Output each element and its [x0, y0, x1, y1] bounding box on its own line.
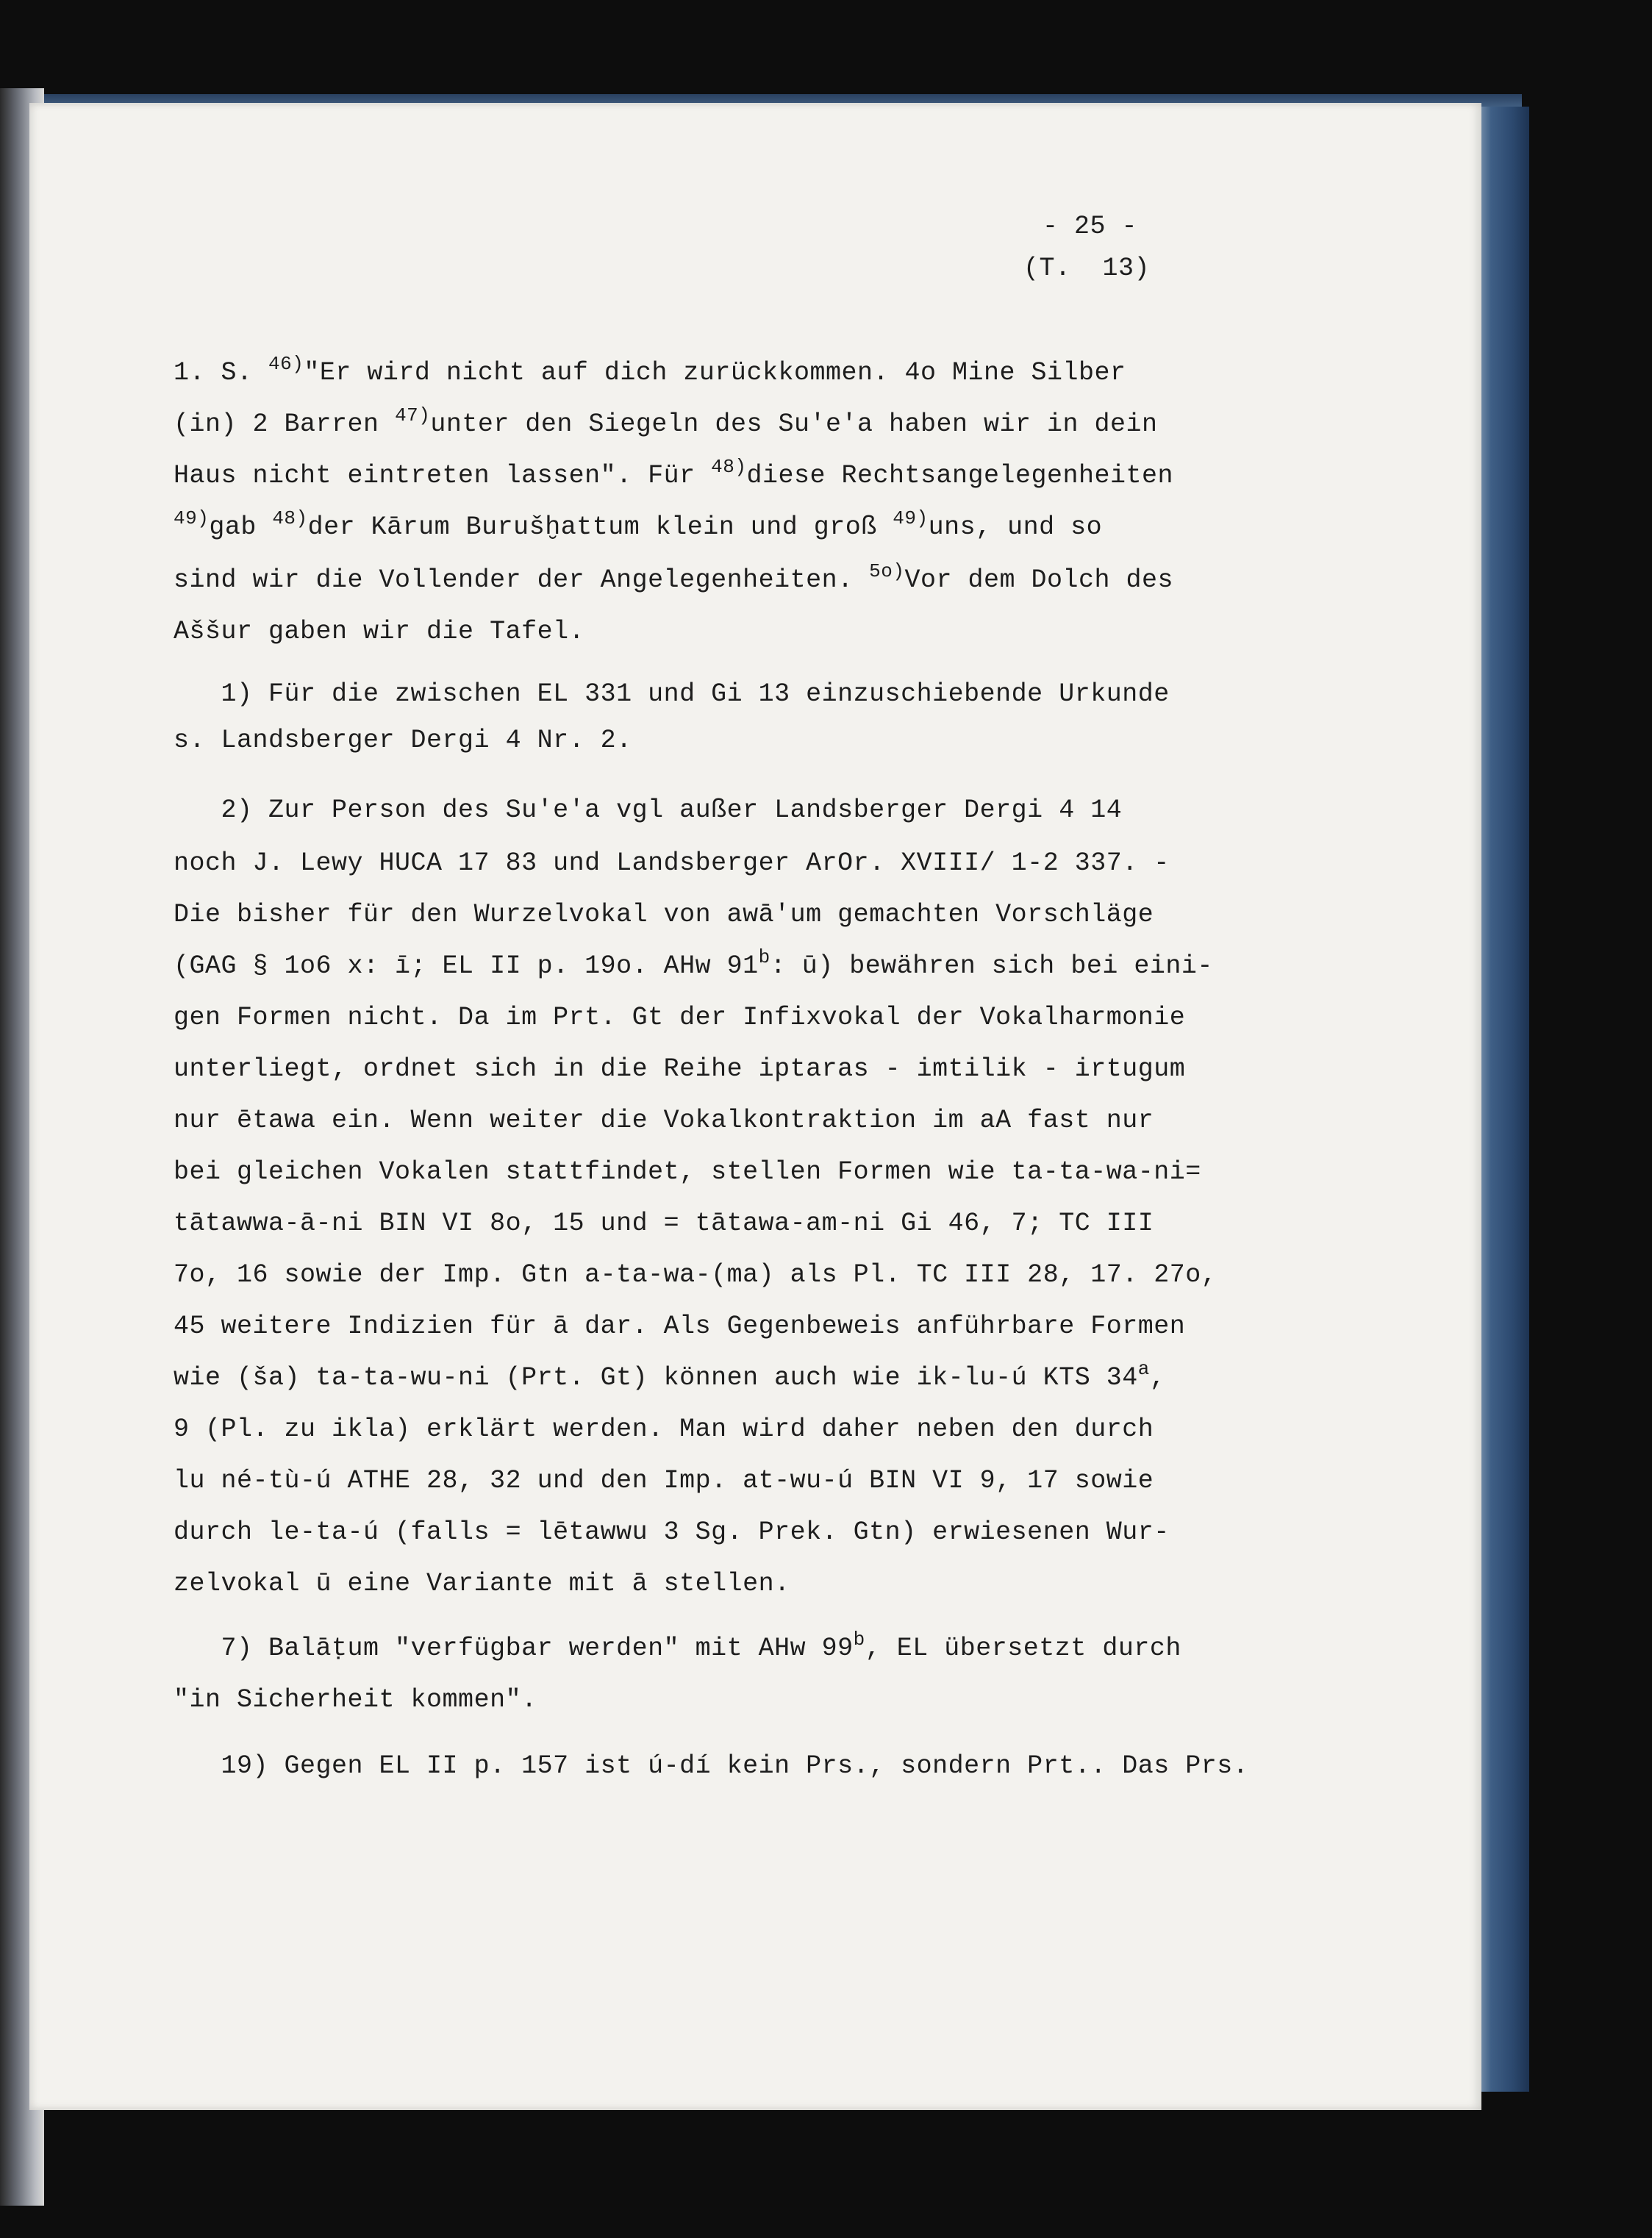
book-page — [29, 103, 1481, 2110]
note-line: bei gleichen Vokalen stattfindet, stellen Formen wie ta-ta-wa-ni= — [174, 1157, 1201, 1187]
translation-line: Haus nicht eintreten lassen". Für $^{48)}$diese Rechtsangelegenheiten — [174, 456, 1174, 490]
note-line: zelvokal ū eine Variante mit ā stellen. — [174, 1569, 790, 1598]
note-line: "in Sicherheit kommen". — [174, 1685, 537, 1715]
note-line: wie (ša) ta-ta-wu-ni (Prt. Gt) können auch wie ik-lu-ú KTS 34$^a$, — [174, 1358, 1166, 1393]
translation-line: Aššur gaben wir die Tafel. — [174, 617, 585, 646]
footnote-ref: 49) — [174, 507, 210, 529]
note-line: 45 weitere Indizien für ā dar. Als Gegenbeweis anführbare Formen — [174, 1312, 1186, 1341]
footnote-ref: 49) — [893, 507, 929, 529]
note-line: 9 (Pl. zu ikla) erklärt werden. Man wird daher neben den durch — [174, 1415, 1154, 1444]
note-line: durch le-ta-ú (falls = lētawwu 3 Sg. Prek. Gtn) erwiesenen Wur- — [174, 1517, 1170, 1547]
note-line: 7o, 16 sowie der Imp. Gtn a-ta-wa-(ma) als Pl. TC III 28, 17. 27o, — [174, 1260, 1217, 1290]
tablet-reference: (T. 13) — [1023, 254, 1151, 283]
translation-line: 1. S. $^{46)}$"Er wird nicht auf dich zurückkommen. 4o Mine Silber — [174, 353, 1126, 387]
note-line: 1) Für die zwischen EL 331 und Gi 13 einzuschiebende Urkunde — [174, 679, 1170, 709]
note-line: gen Formen nicht. Da im Prt. Gt der Infixvokal der Vokalharmonie — [174, 1003, 1186, 1032]
note-line: noch J. Lewy HUCA 17 83 und Landsberger ArOr. XVIII/ 1-2 337. - — [174, 848, 1170, 878]
footnote-ref: 48) — [711, 456, 747, 478]
note-line: nur ētawa ein. Wenn weiter die Vokalkontraktion im aA fast nur — [174, 1106, 1154, 1135]
footnote-ref: 48) — [272, 507, 308, 529]
translation-line: sind wir die Vollender der Angelegenheiten. $^{5o)}$Vor dem Dolch des — [174, 560, 1174, 595]
footnote-ref: 47) — [395, 404, 431, 426]
footnote-ref: 46) — [268, 353, 304, 375]
note-line: 7) Balāṭum "verfügbar werden" mit AHw 99$^b$, EL übersetzt durch — [174, 1629, 1181, 1663]
translation-line: $^{49)}$gab $^{48)}$der Kārum Burušḫattum klein und groß $^{49)}$uns, und so — [174, 507, 1103, 542]
note-line: s. Landsberger Dergi 4 Nr. 2. — [174, 726, 632, 755]
note-line: 2) Zur Person des Su'e'a vgl außer Landsberger Dergi 4 14 — [174, 796, 1123, 825]
note-line: unterliegt, ordnet sich in die Reihe iptaras - imtilik - irtugum — [174, 1054, 1186, 1084]
page-number: - 25 - — [1043, 212, 1138, 241]
translation-line: (in) 2 Barren $^{47)}$unter den Siegeln des Su'e'a haben wir in dein — [174, 404, 1158, 439]
note-line: lu né-tù-ú ATHE 28, 32 und den Imp. at-wu-ú BIN VI 9, 17 sowie — [174, 1466, 1154, 1495]
note-line: Die bisher für den Wurzelvokal von awā'um gemachten Vorschläge — [174, 900, 1154, 929]
note-line: (GAG § 1o6 x: ī; EL II p. 19o. AHw 91$^b$: ū) bewähren sich bei eini- — [174, 946, 1213, 981]
footnote-ref: 5o) — [869, 560, 905, 582]
note-line: tātawwa-ā-ni BIN VI 8o, 15 und = tātawa-am-ni Gi 46, 7; TC III — [174, 1209, 1154, 1238]
note-line: 19) Gegen EL II p. 157 ist ú-dí kein Prs., sondern Prt.. Das Prs. — [174, 1751, 1249, 1781]
